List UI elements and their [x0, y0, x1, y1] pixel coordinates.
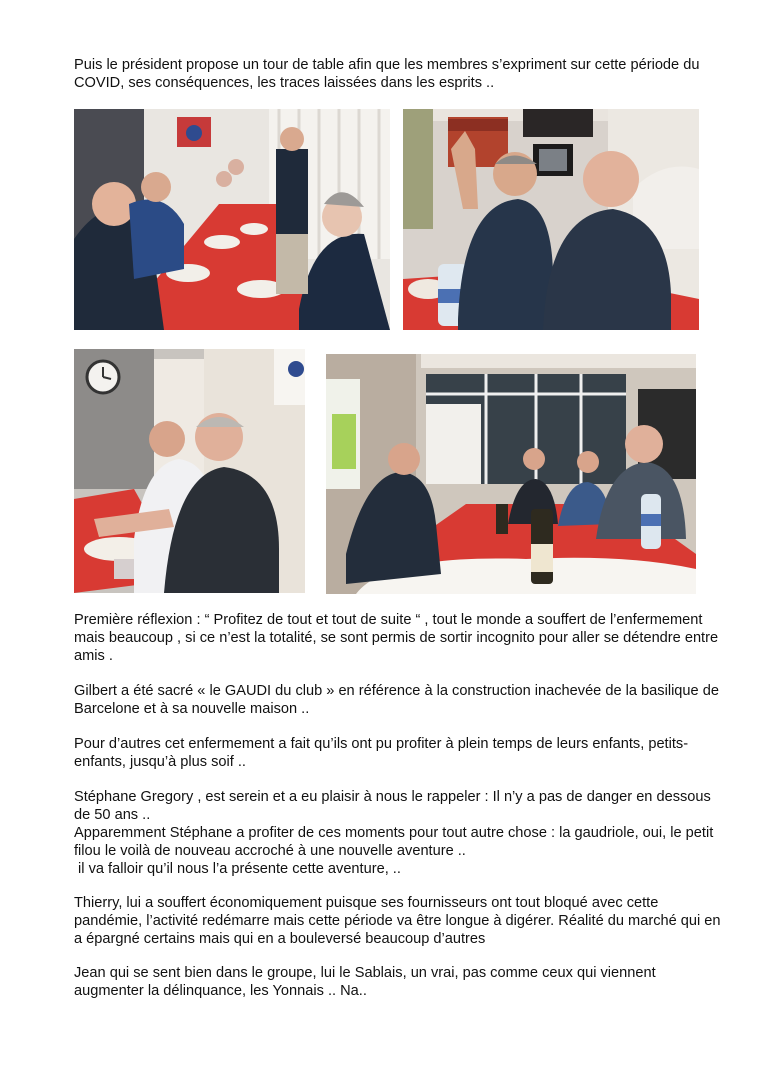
- paragraph-thierry: Thierry, lui a souffert économiquement puisque ses fournisseurs ont tout bloqué avec cette pandémie, l’activité redémarre mais cette période va être longue à digérer. Réalité du marché qui en a épargné certains mais qui en a bouleversé beaucoup d’autres: [74, 895, 721, 947]
- photo-clock-corner: [74, 349, 305, 593]
- p2-quote: « le GAUDI du club »: [197, 683, 335, 699]
- intro-paragraph: Puis le président propose un tour de table afin que les membres s’expriment sur cette période du COVID, ses conséquences, les traces laissées dans les esprits ..: [74, 57, 700, 91]
- p1-pre: Première réflexion :: [74, 612, 205, 628]
- paragraph-jean: Jean qui se sent bien dans le groupe, lui le Sablais, un vrai, pas comme ceux qui viennent augmenter la délinquance, les Yonnais .. Na..: [74, 965, 656, 999]
- photo-waving-guests: [403, 109, 699, 330]
- paragraph-first-reflection: [74, 611, 724, 665]
- photo-dinner-table: [74, 109, 390, 330]
- paragraph-stephane: [74, 788, 724, 878]
- p4-line1: Stéphane Gregory , est serein et a eu plaisir à nous le rappeler : Il n’y a pas de danger en dessous de 50 ans ..: [74, 789, 711, 823]
- paragraph-others: Pour d’autres cet enfermement a fait qu’ils ont pu profiter à plein temps de leurs enfants, petits-enfants, jusqu’à plus soif ..: [74, 736, 689, 770]
- photo-veranda-dinner: [326, 354, 696, 594]
- p2-post: en référence à la construction inachevée de la basilique de Barcelone et à sa nouvelle maison ..: [74, 683, 719, 717]
- p4-line2: Apparemment Stéphane a profiter de ces moments pour tout autre chose : la gaudriole, oui, le petit filou le voilà de nouveau accroché à une nouvelle aventure ..: [74, 825, 714, 859]
- p1-quote: “ Profitez de tout et tout de suite “ ,: [204, 612, 429, 628]
- p4-line3: il va falloir qu’il nous l’a présente cette aventure, ..: [74, 861, 401, 877]
- p1-post: tout le monde a souffert de l’enfermement mais beaucoup , si ce n’est la totalité, se sont permis de sortir incognito pour aller se détendre entre amis .: [74, 612, 719, 664]
- p2-pre: Gilbert a été sacré: [74, 683, 198, 699]
- paragraph-gilbert: [74, 682, 724, 718]
